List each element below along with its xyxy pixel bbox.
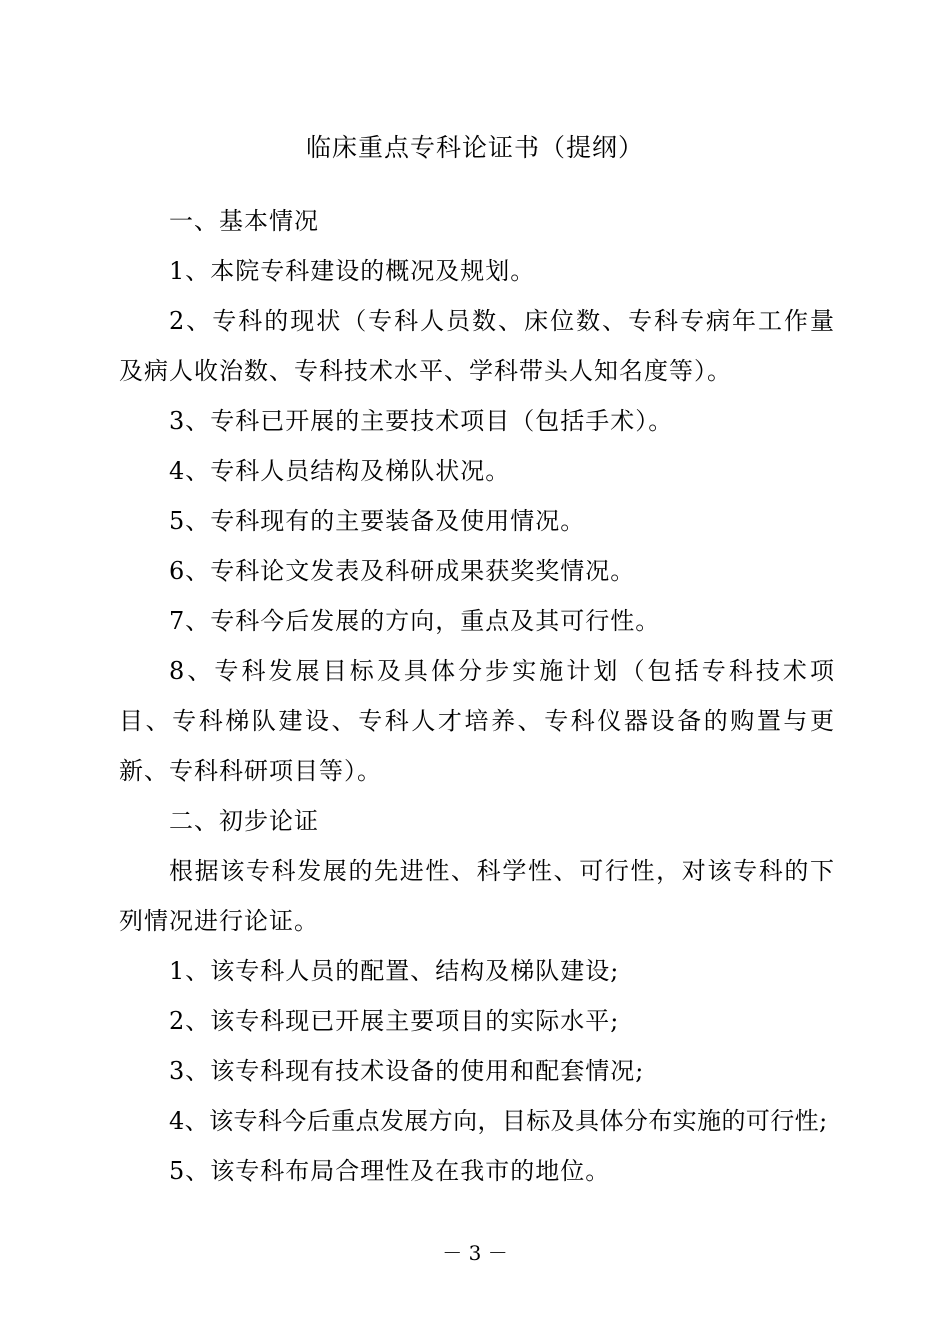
list-item: 7、专科今后发展的方向，重点及其可行性。 bbox=[169, 607, 661, 635]
list-item: 5、专科现有的主要装备及使用情况。 bbox=[169, 507, 586, 535]
list-item: 3、专科已开展的主要技术项目（包括手术）。 bbox=[169, 407, 674, 435]
document-title: 临床重点专科论证书（提纲） bbox=[305, 133, 644, 162]
list-item: 2、专科的现状（专科人员数、床位数、专科专病年工作量及病人收治数、专科技术水平、学科带头人知名度等）。 bbox=[119, 307, 835, 385]
list-item: 1、本院专科建设的概况及规划。 bbox=[169, 257, 536, 285]
document-body bbox=[119, 196, 835, 1196]
list-item: 4、该专科今后重点发展方向，目标及具体分布实施的可行性; bbox=[169, 1107, 828, 1135]
list-item: 8、专科发展目标及具体分步实施计划（包括专科技术项目、专科梯队建设、专科人才培养、专科仪器设备的购置与更新、专科科研项目等）。 bbox=[119, 657, 835, 785]
section-heading: 二、初步论证 bbox=[169, 807, 319, 835]
list-item: 6、专科论文发表及科研成果获奖奖情况。 bbox=[169, 557, 636, 585]
body-paragraph: 根据该专科发展的先进性、科学性、可行性，对该专科的下列情况进行论证。 bbox=[119, 857, 835, 935]
list-item: 4、专科人员结构及梯队状况。 bbox=[169, 457, 511, 485]
page-number: － 3 － bbox=[442, 1241, 508, 1265]
list-item: 3、该专科现有技术设备的使用和配套情况; bbox=[169, 1057, 645, 1085]
section-heading: 一、基本情况 bbox=[169, 207, 319, 235]
list-item: 2、该专科现已开展主要项目的实际水平; bbox=[169, 1007, 620, 1035]
list-item: 5、该专科布局合理性及在我市的地位。 bbox=[169, 1157, 611, 1185]
list-item: 1、该专科人员的配置、结构及梯队建设; bbox=[169, 957, 620, 985]
